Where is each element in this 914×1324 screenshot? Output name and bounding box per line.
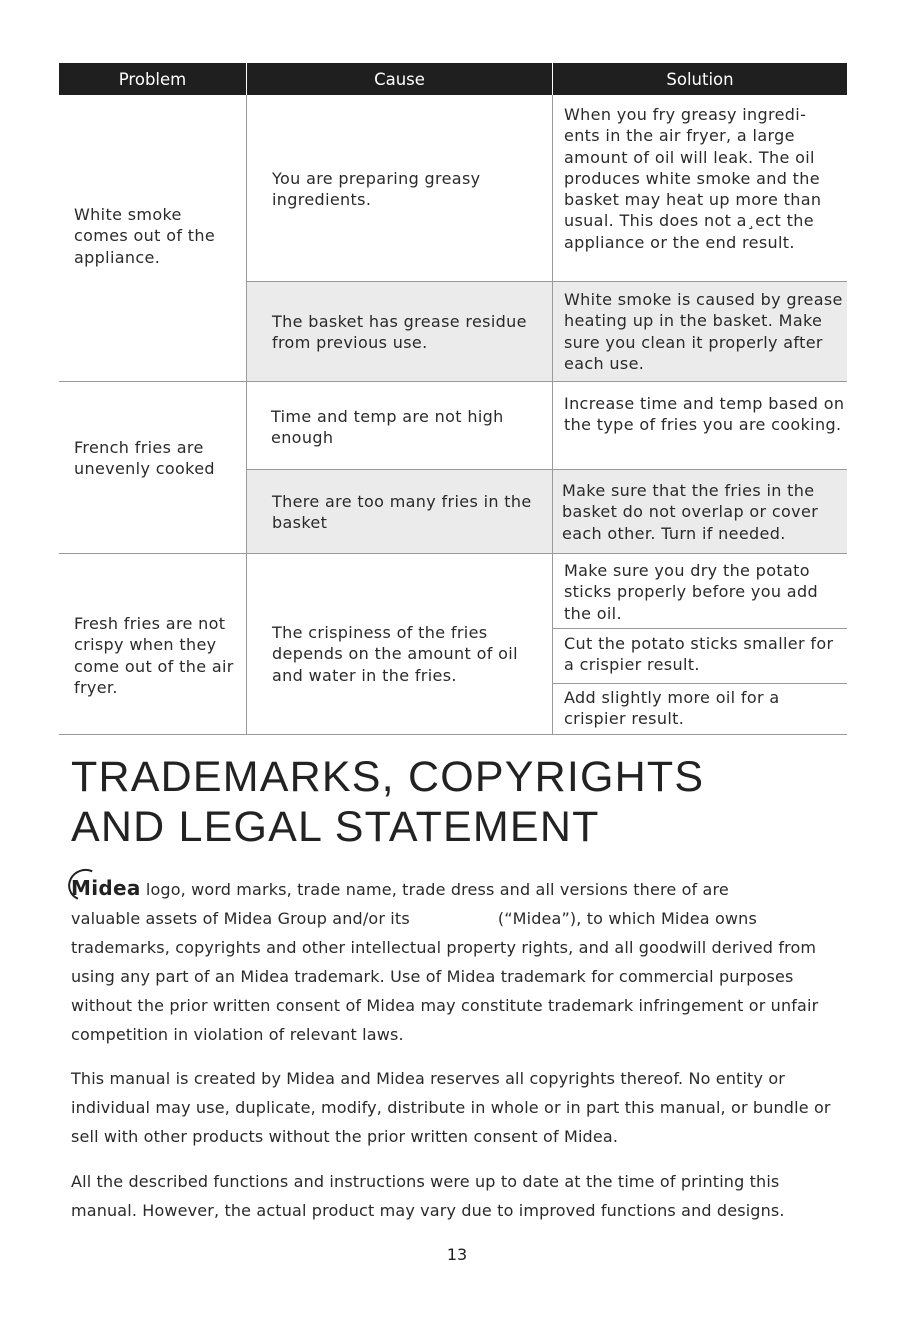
copyright-paragraph: This manual is created by Midea and Midea reserves all copyrights thereof. No entity or individual may use, duplicate, modify, distribute in whole or in part this manual, or bundle or sell with other products without the prior written consent of Midea. — [71, 1069, 831, 1146]
page-number: 13 — [446, 1245, 468, 1264]
solution-cell: Cut the potato sticks smaller for a crispier result. — [564, 634, 834, 675]
trademark-text-a: logo, word marks, trade name, trade dress and all versions there of are — [145, 880, 729, 899]
row-divider — [59, 553, 847, 554]
trademark-paragraph — [71, 874, 851, 1049]
trademark-text-c: (“Midea”), to which Midea owns — [497, 909, 757, 928]
cause-cell: The crispiness of the fries depends on the amount of oil and water in the fries. — [272, 623, 518, 685]
solution-cell: When you fry greasy ingredi- ents in the air fryer, a large amount of oil will leak. The oil produces white smoke and the basket may heat up more than usual. This does not a¸ect the appliance or the end result. — [564, 105, 822, 252]
section-heading — [71, 752, 851, 852]
solution-cell: Add slightly more oil for a crispier result. — [564, 688, 780, 729]
cause-cell: There are too many fries in the basket — [272, 492, 532, 533]
section-heading-line-2: AND LEGAL STATEMENT — [71, 803, 600, 851]
row-divider — [553, 628, 847, 629]
column-header-cause: Cause — [247, 63, 552, 95]
solution-cell: White smoke is caused by grease heating up in the basket. Make sure you clean it properly after each use. — [564, 290, 843, 373]
problem-cell: French fries are unevenly cooked — [74, 438, 215, 479]
row-divider — [59, 381, 847, 382]
section-heading-line-1: TRADEMARKS, COPYRIGHTS — [71, 753, 705, 801]
column-header-problem: Problem — [59, 63, 246, 95]
cause-cell: The basket has grease residue from previous use. — [272, 312, 527, 353]
trademark-text-b: valuable assets of Midea Group and/or its — [71, 909, 410, 928]
midea-logo: Midea — [71, 874, 141, 903]
column-header-solution: Solution — [553, 63, 847, 95]
column-divider — [246, 95, 247, 734]
solution-cell: Make sure you dry the potato sticks properly before you add the oil. — [564, 561, 818, 623]
solution-cell: Make sure that the fries in the basket do not overlap or cover each other. Turn if needed. — [562, 481, 819, 543]
cause-cell: You are preparing greasy ingredients. — [272, 169, 481, 210]
column-divider — [552, 95, 553, 734]
cause-cell: Time and temp are not high enough — [271, 407, 504, 448]
row-divider — [553, 683, 847, 684]
row-divider — [247, 281, 847, 282]
solution-cell: Increase time and temp based on the type of fries you are cooking. — [564, 394, 845, 435]
row-divider — [59, 734, 847, 735]
update-notice-paragraph: All the described functions and instructions were up to date at the time of printing this manual. However, the actual product may vary due to improved functions and designs. — [71, 1172, 785, 1220]
row-divider — [247, 469, 847, 470]
problem-cell: White smoke comes out of the appliance. — [74, 205, 216, 267]
problem-cell: Fresh fries are not crispy when they come out of the air fryer. — [74, 614, 234, 697]
trademark-text-d: trademarks, copyrights and other intellectual property rights, and all goodwill derived from using any part of an Midea trademark. Use of Midea trademark for commercial purposes without the prior written consent of Midea may constitute trademark infringement or unfair competition in violation of relevant laws. — [71, 938, 819, 1044]
